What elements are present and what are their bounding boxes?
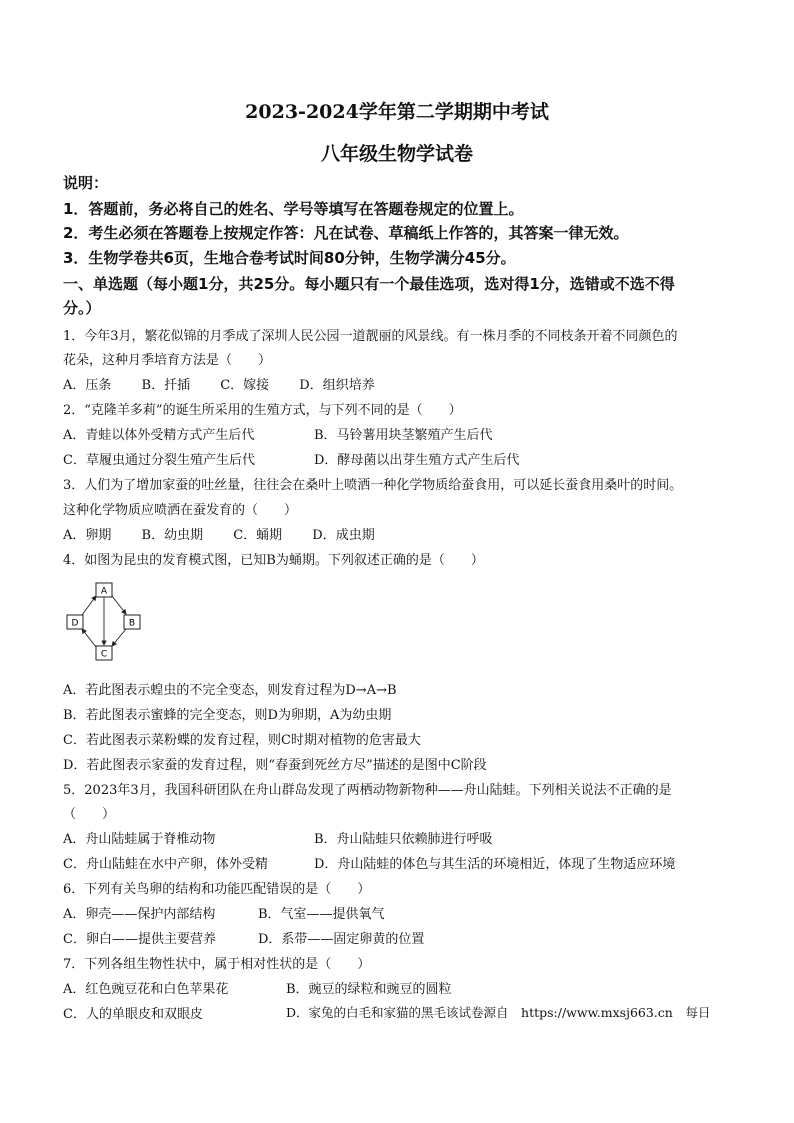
arrow-c-to-d: [82, 629, 96, 647]
instruction-item: 1．答题前，务必将自己的姓名、学号等填写在答题卷规定的位置上。: [63, 200, 524, 218]
section-heading-cont: 分。）: [63, 299, 101, 317]
section-heading: 一、单选题（每小题1分，共25分。每小题只有一个最佳选项，选对得1分，选错或不选不得: [63, 275, 675, 293]
question-6-stem: 6．下列有关鸟卵的结构和功能匹配错误的是（ ）: [63, 882, 371, 897]
question-7-option-c: C．人的单眼皮和双眼皮: [63, 1007, 203, 1022]
insect-development-diagram: [62, 578, 148, 664]
question-6-option-c: C．卵白——提供主要营养: [63, 932, 216, 947]
question-3-options: A．卵期 B．幼虫期 C．蛹期 D．成虫期: [63, 528, 375, 543]
arrow-b-to-c: [112, 629, 126, 646]
question-4-option-a: A．若此图表示蝗虫的不完全变态，则发育过程为D→A→B: [63, 683, 397, 698]
question-4-stem: 4．如图为昆虫的发育模式图，已知B为蛹期。下列叙述正确的是（ ）: [63, 553, 484, 568]
question-1-stem-cont: 花朵，这种月季培育方法是（ ）: [63, 353, 272, 368]
question-1-stem: 1．今年3月，繁花似锦的月季成了深圳人民公园一道靓丽的风景线。有一株月季的不同枝条开着不同颜色的: [63, 329, 678, 344]
question-5-option-a: A．舟山陆蛙属于脊椎动物: [63, 832, 216, 847]
stage-b-label: B: [128, 618, 136, 629]
question-7-option-d: D．家兔的白毛和家猫的黑毛该试卷源自 https://www.mxsj663.cn 每日: [286, 1005, 711, 1020]
instruction-item: 2．考生必须在答题卷上按规定作答：凡在试卷、草稿纸上作答的，其答案一律无效。: [63, 224, 629, 242]
question-2-option-b: B．马铃薯用块茎繁殖产生后代: [314, 428, 493, 443]
question-4-option-d: D．若此图表示家蚕的发育过程，则“春蚕到死丝方尽”描述的是图中C阶段: [63, 758, 487, 773]
arrow-a-to-b: [112, 596, 126, 614]
question-5-stem: 5．2023年3月，我国科研团队在舟山群岛发现了两栖动物新物种——舟山陆蛙。下列相关说法不正确的是: [63, 783, 672, 798]
question-7-stem: 7．下列各组生物性状中，属于相对性状的是（ ）: [63, 957, 371, 972]
question-2-option-d: D．酵母菌以出芽生殖方式产生后代: [314, 453, 520, 468]
question-6-option-a: A．卵壳——保护内部结构: [63, 907, 216, 922]
question-4-option-b: B．若此图表示蜜蜂的完全变态，则D为卵期，A为幼虫期: [63, 708, 392, 723]
question-5-stem-cont: （ ）: [63, 807, 116, 822]
question-5-option-b: B．舟山陆蛙只依赖肺进行呼吸: [314, 832, 493, 847]
arrow-d-to-a: [82, 596, 96, 615]
stage-d-label: D: [71, 618, 79, 629]
question-6-option-b: B．气室——提供氧气: [258, 907, 385, 922]
question-7-option-b: B．豌豆的绿粒和豌豆的圆粒: [286, 982, 452, 997]
stage-c-label: C: [100, 649, 108, 660]
stage-a-label: A: [100, 586, 108, 597]
question-5-option-c: C．舟山陆蛙在水中产卵，体外受精: [63, 857, 268, 872]
question-6-option-d: D．系带——固定卵黄的位置: [258, 932, 425, 947]
question-3-stem: 3．人们为了增加家蚕的吐丝量，往往会在桑叶上喷洒一种化学物质给蚕食用，可以延长蚕食用桑叶的时间。: [63, 478, 683, 493]
question-3-stem-cont: 这种化学物质应喷洒在蚕发育的（ ）: [63, 503, 298, 518]
question-5-option-d: D．舟山陆蛙的体色与其生活的环境相近，体现了生物适应环境: [314, 857, 676, 872]
question-1-options: A．压条 B．扦插 C．嫁接 D．组织培养: [63, 378, 375, 393]
question-2-option-c: C．草履虫通过分裂生殖产生后代: [63, 453, 255, 468]
question-2-stem: 2．“克隆羊多莉”的诞生所采用的生殖方式，与下列不同的是（ ）: [63, 403, 462, 418]
question-4-option-c: C．若此图表示菜粉蝶的发育过程，则C时期对植物的危害最大: [63, 733, 421, 748]
instruction-item: 3．生物学卷共6页，生地合卷考试时间80分钟，生物学满分45分。: [63, 249, 516, 267]
exam-title: 2023-2024学年第二学期期中考试: [245, 101, 549, 123]
question-2-option-a: A．青蛙以体外受精方式产生后代: [63, 428, 255, 443]
exam-subtitle: 八年级生物学试卷: [320, 143, 473, 165]
question-7-option-a: A．红色豌豆花和白色苹果花: [63, 982, 229, 997]
instructions-heading: 说明：: [63, 174, 109, 192]
